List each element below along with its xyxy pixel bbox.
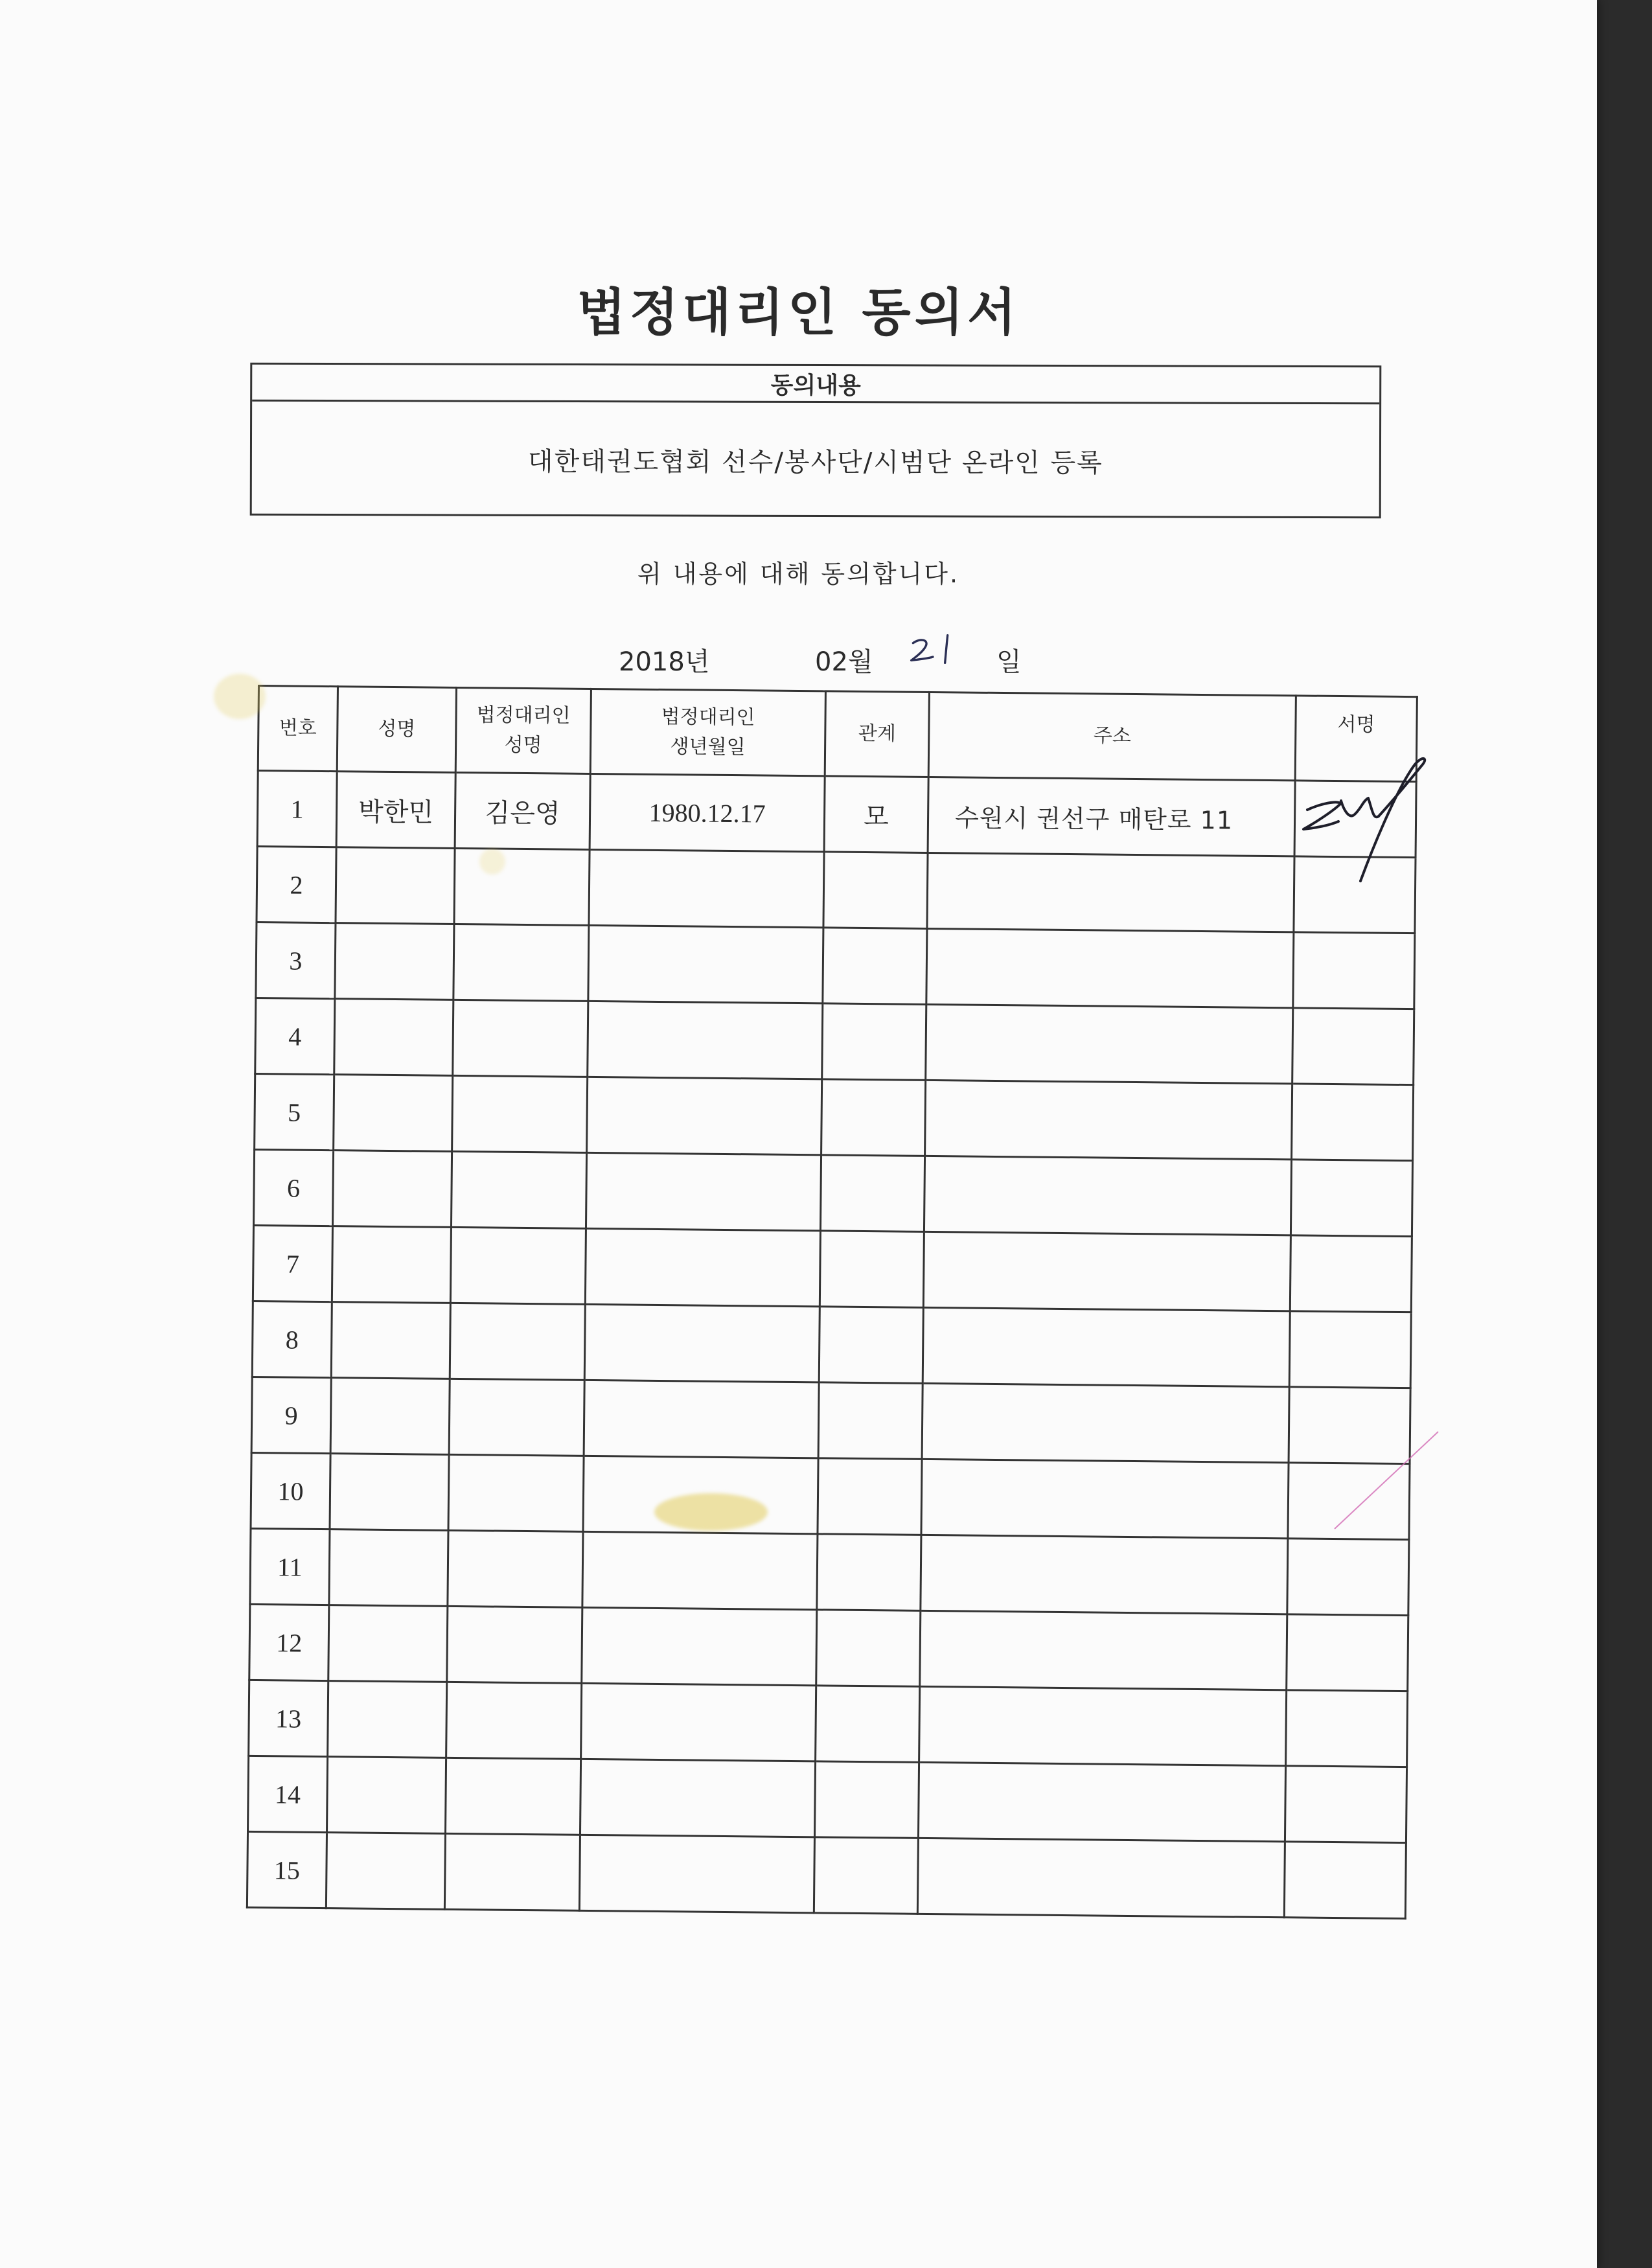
- cell-guardian-name: [450, 1227, 586, 1304]
- header-no: 번호: [258, 686, 338, 772]
- cell-guardian-name: [446, 1682, 582, 1759]
- cell-name: [332, 1226, 451, 1303]
- cell-signature: [1290, 1235, 1412, 1312]
- cell-name: [327, 1757, 446, 1834]
- stray-pen-mark: [1322, 1412, 1451, 1542]
- header-relation: 관계: [825, 691, 929, 777]
- table-body: [247, 771, 1416, 1919]
- cell-name: [328, 1681, 447, 1758]
- cell-guardian-name: [452, 1075, 588, 1152]
- cell-address: [919, 1686, 1287, 1765]
- header-guardian-name-line2: 성명: [504, 733, 542, 757]
- cell-relation: [818, 1382, 923, 1460]
- table-row: [248, 1756, 1407, 1842]
- cell-guardian-birth: [582, 1531, 818, 1609]
- table-row: [249, 1604, 1408, 1691]
- cell-name: [334, 999, 453, 1076]
- cell-no: 5: [255, 1073, 334, 1150]
- header-guardian-birth-line1: 법정대리인: [661, 705, 755, 729]
- cell-guardian-birth: [588, 925, 823, 1003]
- date-month: 02월: [815, 647, 873, 677]
- cell-guardian-birth: [580, 1759, 815, 1837]
- cell-no: 13: [249, 1680, 328, 1756]
- cell-address: [921, 1535, 1288, 1614]
- cell-guardian-name: [445, 1758, 580, 1835]
- table-row: [257, 847, 1416, 934]
- cell-address: [917, 1838, 1285, 1917]
- cell-address: [924, 1156, 1291, 1235]
- cell-no: 15: [247, 1831, 327, 1908]
- cell-guardian-name: 김은영: [455, 772, 590, 849]
- cell-name: [330, 1454, 449, 1531]
- table-row: [247, 1831, 1406, 1918]
- header-guardian-name: [455, 687, 591, 773]
- cell-no: 11: [250, 1528, 330, 1605]
- cell-guardian-birth: [585, 1228, 820, 1306]
- cell-signature: [1291, 1160, 1412, 1237]
- cell-address: [925, 1080, 1292, 1159]
- table-row: [249, 1680, 1408, 1767]
- cell-guardian-birth: [581, 1683, 816, 1761]
- cell-guardian-name: [451, 1151, 586, 1228]
- yellow-stain: [654, 1493, 768, 1531]
- cell-address: [918, 1762, 1285, 1841]
- cell-guardian-birth: [588, 1001, 823, 1079]
- table-row: [253, 1225, 1412, 1312]
- cell-guardian-birth: [584, 1380, 819, 1458]
- cell-guardian-name: [453, 1000, 588, 1077]
- cell-guardian-name: [447, 1606, 582, 1683]
- cell-no: 2: [257, 847, 336, 923]
- yellow-stain: [479, 849, 505, 875]
- cell-guardian-birth: 1980.12.17: [590, 773, 825, 851]
- cell-guardian-name: [449, 1379, 584, 1456]
- table-row: [251, 1452, 1410, 1539]
- handwritten-day: [894, 628, 972, 667]
- handwritten-signature: [1296, 739, 1445, 900]
- cell-guardian-birth: [587, 1077, 822, 1154]
- consent-box: [250, 363, 1382, 519]
- cell-address: [926, 928, 1294, 1007]
- header-guardian-birth-line2: 생년월일: [670, 735, 746, 759]
- cell-name: [330, 1378, 450, 1455]
- cell-relation: [814, 1837, 918, 1914]
- cell-address: [921, 1459, 1289, 1538]
- cell-name: [329, 1529, 448, 1607]
- header-name: 성명: [337, 687, 456, 773]
- table-row: [256, 922, 1415, 1009]
- cell-no: 6: [253, 1149, 333, 1226]
- cell-signature: [1292, 1008, 1414, 1085]
- guardian-roster-table: [246, 685, 1418, 1919]
- date-day-unit: 일: [996, 647, 1022, 677]
- cell-relation: [823, 852, 928, 929]
- cell-relation: [816, 1686, 920, 1763]
- table-row: [257, 771, 1416, 858]
- header-address: 주소: [928, 692, 1296, 780]
- yellow-stain: [214, 674, 266, 719]
- cell-signature: [1287, 1539, 1409, 1616]
- cell-no: 10: [251, 1452, 330, 1529]
- cell-guardian-birth: [589, 849, 824, 927]
- cell-guardian-name: [448, 1454, 584, 1531]
- table-row: [252, 1301, 1411, 1388]
- document-title: 법정대리인 동의서: [577, 284, 1020, 342]
- cell-name: [331, 1302, 450, 1379]
- cell-name: [334, 1075, 453, 1152]
- cell-address: [923, 1231, 1291, 1311]
- cell-signature: [1285, 1766, 1406, 1843]
- cell-relation: [818, 1458, 922, 1535]
- cell-relation: [814, 1761, 919, 1838]
- cell-name: [328, 1605, 448, 1682]
- table-row: [251, 1377, 1410, 1463]
- cell-address: [920, 1610, 1287, 1690]
- cell-relation: [822, 1003, 926, 1081]
- cell-relation: [821, 1079, 926, 1156]
- cell-no: 4: [255, 998, 335, 1074]
- cell-guardian-birth: [586, 1152, 821, 1230]
- cell-no: 8: [252, 1301, 332, 1377]
- cell-guardian-name: [453, 924, 589, 1001]
- cell-guardian-name: [450, 1303, 585, 1380]
- cell-name: [336, 847, 455, 924]
- header-signature: 서명: [1295, 696, 1417, 782]
- table-row: [255, 1073, 1414, 1160]
- cell-signature: [1286, 1690, 1408, 1767]
- table-row: [253, 1149, 1412, 1236]
- cell-no: 9: [251, 1377, 331, 1453]
- header-guardian-birth: [590, 689, 825, 775]
- cell-signature: [1292, 1084, 1414, 1161]
- cell-guardian-name: [444, 1833, 580, 1910]
- cell-address: [926, 1004, 1293, 1083]
- cell-name: [332, 1151, 452, 1228]
- cell-guardian-birth: [579, 1835, 814, 1912]
- cell-no: 14: [248, 1756, 328, 1832]
- cell-signature: [1289, 1311, 1411, 1388]
- table-row: [250, 1528, 1409, 1615]
- cell-no: 7: [253, 1225, 332, 1301]
- cell-address: [923, 1307, 1290, 1386]
- table-row: [255, 998, 1414, 1084]
- cell-guardian-name: [448, 1530, 583, 1607]
- cell-name: 박한민: [336, 772, 455, 849]
- cell-relation: [819, 1307, 923, 1384]
- cell-signature: [1293, 932, 1415, 1009]
- cell-relation: [820, 1231, 924, 1308]
- cell-relation: [823, 928, 927, 1005]
- cell-signature: [1287, 1614, 1408, 1691]
- consent-header: 동의내용: [252, 365, 1379, 405]
- date-year: 2018년: [619, 647, 710, 677]
- consent-body: 대한태권도협회 선수/봉사단/시범단 온라인 등록: [527, 446, 1103, 478]
- cell-no: 3: [256, 922, 336, 998]
- cell-name: [335, 923, 454, 1000]
- cell-address: [922, 1383, 1289, 1462]
- cell-relation: [817, 1534, 921, 1611]
- cell-guardian-birth: [584, 1304, 820, 1382]
- cell-no: 1: [257, 771, 337, 847]
- cell-address: [927, 853, 1294, 932]
- cell-address: 수원시 권선구 매탄로 11: [928, 777, 1295, 856]
- cell-no: 12: [249, 1604, 329, 1680]
- cell-relation: [816, 1610, 921, 1687]
- cell-guardian-name: [454, 848, 590, 925]
- cell-guardian-birth: [582, 1607, 817, 1685]
- header-guardian-name-line1: 법정대리인: [476, 704, 571, 727]
- agreement-statement: 위 내용에 대해 동의합니다.: [637, 560, 960, 588]
- cell-relation: 모: [824, 776, 928, 853]
- table-header-row: [258, 686, 1417, 782]
- cell-signature: [1284, 1842, 1406, 1919]
- cell-relation: [820, 1155, 924, 1232]
- cell-name: [326, 1833, 445, 1910]
